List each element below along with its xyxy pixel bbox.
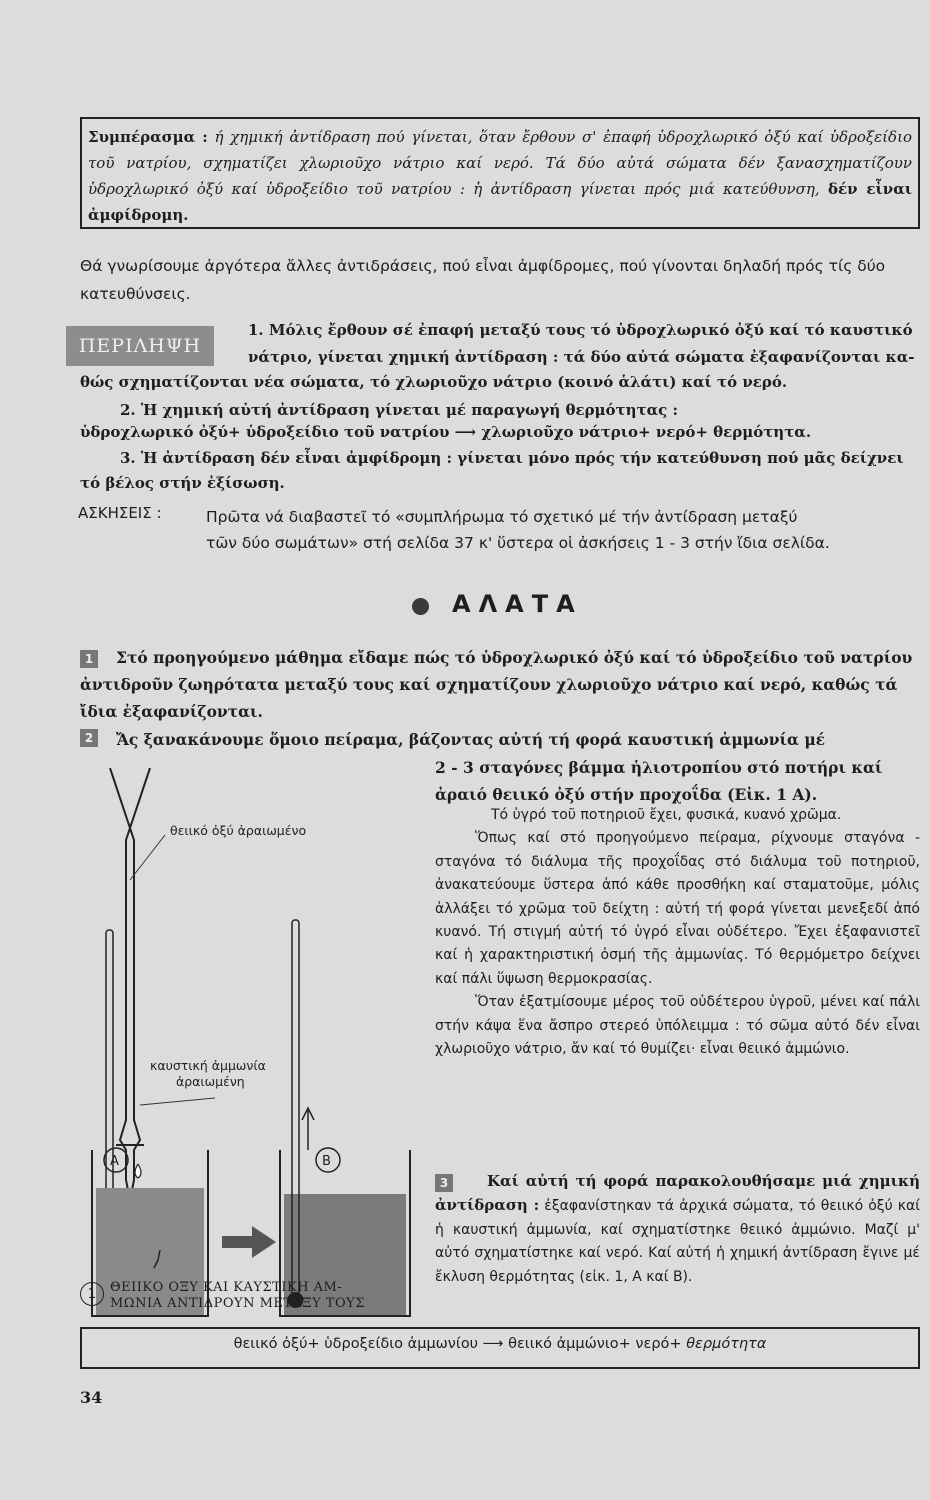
paragraph-3 [435,1170,920,1289]
section-title: ΑΛΑΤΑ [452,590,583,618]
summary-item-1c: θώς σχηματίζονται νέα σώματα, τό χλωριοῦχο νάτριο (κοινό ἁλάτι) καί τό νερό. [80,373,788,391]
summary-item-2b: ὑδροχλωρικό ὀξύ+ ὑδροξείδιο τοῦ νατρίου ⟶ χλωριοῦχο νάτριο+ νερό+ θερμότητα. [80,423,812,441]
rise-arrow-icon [302,1108,314,1150]
summary-item-3a: 3. Ἡ ἀντίδραση δέν εἶναι ἀμφίδρομη : γίνεται μόνο πρός τήν κατεύθυνση πού μᾶς δείχνει [120,449,904,467]
exercises-text [206,504,920,556]
figure-caption [110,1280,430,1312]
summary-badge: ΠΕΡΙΛΗΨΗ [66,326,214,366]
conclusion-label: Συμπέρασμα : [88,128,208,146]
right-paragraph-3: Ὅταν ἐξατμίσουμε μέρος τοῦ οὐδέτερου ὑγροῦ, μένει καί πάλι στήν κάψα ἕνα ἄσπρο στερεό ὑπόλειμμα : τό σῶμα αὐτό δέν εἶναι χλωριοῦχο νάτριο, ἄν καί τό θυμίζει· εἶναι θειικό ἀμμώνιο. [435,994,920,1058]
paragraph-2-line-1-text: Ἄς ξανακάνουμε ὅμοιο πείραμα, βάζοντας αὐτή τή φορά καυστική ἀμμωνία μέ [116,730,826,749]
acid-pointer [130,835,165,880]
exercises-label: ΑΣΚΗΣΕΙΣ : [78,504,162,522]
right-paragraph-1: Τό ὑγρό τοῦ ποτηριοῦ ἔχει, φυσικά, κυανό χρῶμα. [491,807,842,823]
paragraph-2-continued: 2 - 3 σταγόνες βάμμα ἡλιοτροπίου στό ποτήρι καί ἀραιό θειικό ὀξύ στήν προχοΐδα (Εἰκ. 1 Α). [435,758,883,804]
conclusion-text [88,124,912,228]
ammonia-pointer [140,1098,215,1105]
summary-item-2a: 2. Ἡ χημική αὐτή ἀντίδραση γίνεται μέ παραγωγή θερμότητας : [120,401,679,419]
paragraph-2-line-1 [80,726,920,753]
equation-heat: θερμότητα [686,1336,767,1352]
summary-item-1a: 1. Μόλις ἔρθουν σέ ἐπαφή μεταξύ τους τό ὑδροχλωρικό ὀξύ καί τό καυστικό [248,321,913,339]
later-reactions-note: Θά γνωρίσουμε ἀργότερα ἄλλες ἀντιδράσεις, πού εἶναι ἀμφίδρομες, πού γίνονται δηλαδή πρός τίς δύο κατευθύνσεις. [80,257,886,303]
arrow-icon [222,1226,276,1258]
figure-number: 1 [80,1282,104,1306]
paragraph-3-bold: Καί αὐτή τή φορά παρακολουθήσαμε μιά χημική ἀντίδραση : [435,1172,920,1215]
bullet-icon [412,598,429,615]
drop-icon [135,1164,141,1178]
figure-label-b: B [322,1154,331,1169]
exercises-line-2: τῶν δύο σωμάτων» στή σελίδα 37 κ' ὕστερα οἱ ἀσκήσεις 1 - 3 στήν ἴδια σελίδα. [206,534,830,552]
paragraph-1 [80,644,920,725]
experiment-figure [80,760,430,1320]
paragraph-number-1: 1 [80,650,98,668]
ammonia-label-2: ἀραιωμένη [176,1074,245,1089]
conclusion-emphasis: δέν εἶναι ἀμφίδρομη. [88,180,912,224]
paragraph-number-2: 2 [80,729,98,747]
equation-text: θειικό ὀξύ+ ὑδροξείδιο ἀμμωνίου ⟶ θειικό ἀμμώνιο+ νερό+ [233,1336,682,1352]
paragraph-1-text: Στό προηγούμενο μάθημα εἴδαμε πώς τό ὑδροχλωρικό ὀξύ καί τό ὑδροξείδιο τοῦ νατρίου ἀντιδροῦν ζωηρότατα μεταξύ τους καί σχηματίζουν χλωριοῦχο νάτριο καί νερό, καθώς τά ἴδια ἐξαφανίζονται. [80,648,913,721]
right-column-text [435,804,920,1061]
right-paragraph-2: Ὅπως καί στό προηγούμενο πείραμα, ρίχνουμε σταγόνα - σταγόνα τό διάλυμα τῆς προχοΐδας στό διάλυμα τοῦ ποτηριοῦ, ἀνακατεύουμε ὕστερα ἀπό κάθε προσθήκη καί σταματοῦμε, μόλις ἀλλάξει τό χρῶμα τοῦ δείχτη : αὐτή τή φορά γίνεται μενεξεδί ἀπό κυανό. Τή στιγμή αὐτή τό ὑγρό εἶναι οὐδέτερο. Ἔχει ἐξαφανιστεῖ καί ἡ χαρακτηριστική ὀσμή τῆς ἀμμωνίας. Τό θερμόμετρο δείχνει καί πάλι ὕψωση θερμοκρασίας. [435,830,920,987]
figure-caption-line-1: ΘΕΙΙΚΟ ΟΞΥ ΚΑΙ ΚΑΥΣΤΙΚΗ ΑΜ- [110,1280,343,1295]
summary-item-1b: νάτριο, γίνεται χημική ἀντίδραση : τά δύο αὐτά σώματα ἐξαφανίζονται κα- [248,348,915,366]
conclusion-body: ή χημική ἀντίδραση πού γίνεται, ὅταν ἔρθουν σ' ἐπαφή ὑδροχλωρικό ὀξύ καί ὑδροξείδιο τοῦ νατρίου, σχηματίζει χλωριοῦχο νάτριο καί νερό. Τά δύο αὐτά σώματα δέν ξανασχηματίζουν ὑδροχλωρικό ὀξύ καί ὑδροξείδιο τοῦ νατρίου : ἡ ἀντίδραση γίνεται πρός μιά κατεύθυνση, [88,128,912,198]
figure-caption-line-2: ΜΩΝΙΑ ΑΝΤΙΔΡΟΥΝ ΜΕΤΑΞΥ ΤΟΥΣ [110,1296,365,1311]
acid-label: θειικό ὀξύ ἀραιωμένο [170,823,307,838]
burette-icon [110,768,150,1200]
page-number: 34 [80,1388,103,1407]
paragraph-3-rest: ἐξαφανίστηκαν τά ἀρχικά σώματα, τό θειικό ὀξύ καί ἡ καυστική ἀμμωνία, καί σχηματίστηκε θειικό ἀμμώνιο. Μαζί μ' αὐτό σχηματίστηκε καί νερό. Καί αὐτή ἡ χημική ἀντίδραση ἔγινε μέ ἔκλυση θερμότητας (εἰκ. 1, Α καί Β). [435,1198,920,1285]
paragraph-number-3: 3 [435,1174,453,1192]
exercises-line-1: Πρῶτα νά διαβαστεῖ τό «συμπλήρωμα τό σχετικό μέ τήν ἀντίδραση μεταξύ [206,508,798,526]
summary-item-3b: τό βέλος στήν ἐξίσωση. [80,474,285,492]
equation [80,1336,920,1352]
figure-label-a: A [110,1154,119,1169]
ammonia-label-1: καυστική ἀμμωνία [150,1058,266,1073]
